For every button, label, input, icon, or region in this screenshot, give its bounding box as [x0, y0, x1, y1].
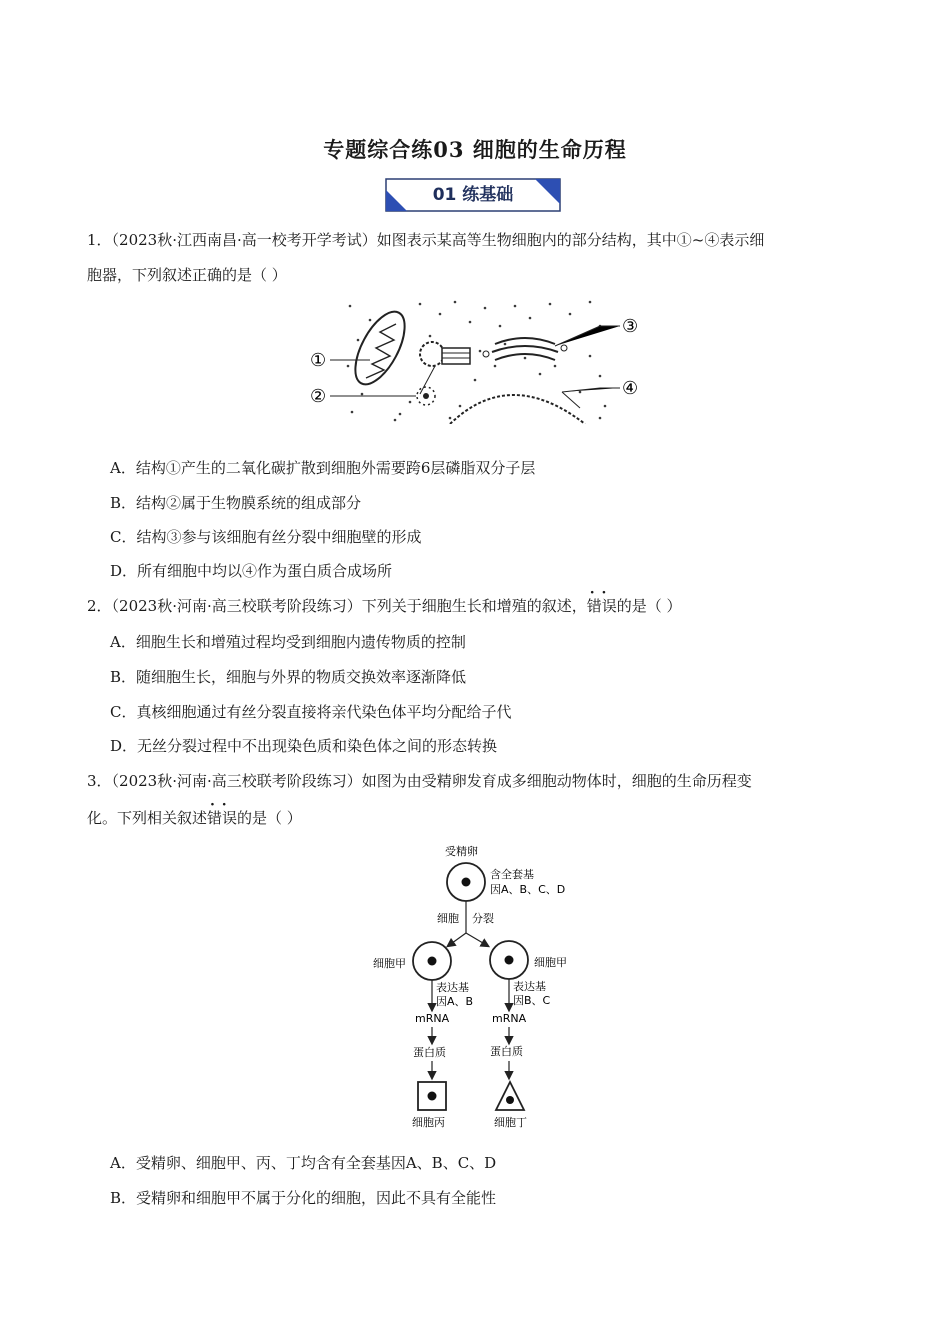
right-protein-label: 蛋白质	[490, 1045, 523, 1058]
label-3: ③	[622, 316, 639, 337]
right-mrna-label: mRNA	[492, 1012, 527, 1025]
label-1: ①	[310, 350, 327, 371]
question-3-stem-line1: 3．（2023秋·河南·高三校联考阶段练习）如图为由受精卵发育成多细胞动物体时，细胞的生命历程变	[87, 772, 752, 790]
right-cell-label: 细胞甲	[534, 956, 567, 969]
question-2-option-a: A．细胞生长和增殖过程均受到细胞内遗传物质的控制	[110, 633, 466, 651]
left-expression-line1: 表达基	[436, 981, 469, 994]
label-4: ④	[622, 378, 639, 399]
division-label-1: 细胞	[437, 912, 459, 925]
zygote-note-line1: 含全套基	[490, 868, 534, 881]
question-1-stem-line2: 胞器，下列叙述正确的是（ ）	[87, 266, 287, 284]
question-1-option-b: B．结构②属于生物膜系统的组成部分	[110, 494, 362, 512]
question-1-option-d: D．所有细胞中均以④作为蛋白质合成场所	[110, 562, 393, 580]
left-expression-line2: 因A、B	[436, 995, 474, 1008]
question-3-stem-line2	[87, 808, 302, 828]
left-mrna-label: mRNA	[415, 1012, 450, 1025]
organelle-figure	[300, 296, 650, 424]
left-protein-label: 蛋白质	[413, 1046, 446, 1059]
section-badge	[385, 178, 561, 212]
right-expression-line1: 表达基	[513, 980, 546, 993]
question-1-stem-line1: 1．（2023秋·江西南昌·高一校考开学考试）如图表示某高等生物细胞内的部分结构，其中①~④表示细	[87, 231, 765, 249]
section-badge-label: 01 练基础	[432, 185, 514, 205]
question-1-option-a: A．结构①产生的二氧化碳扩散到细胞外需要跨6层磷脂双分子层	[110, 459, 536, 477]
left-cell-label: 细胞甲	[373, 957, 406, 970]
zygote-nucleus	[462, 878, 471, 887]
question-1-option-c: C．结构③参与该细胞有丝分裂中细胞壁的形成	[110, 528, 422, 546]
question-2-option-c: C．真核细胞通过有丝分裂直接将亲代染色体平均分配给子代	[110, 703, 512, 721]
question-3-option-a: A．受精卵、细胞甲、丙、丁均含有全套基因A、B、C、D	[110, 1154, 497, 1172]
question-2-stem-post: 的是（ ）	[616, 597, 682, 615]
question-3-stem-pre: 化。下列相关叙述	[87, 809, 208, 827]
right-expression-line2: 因B、C	[513, 994, 551, 1007]
question-2-emphasis: · · 错误	[587, 596, 617, 616]
zygote-note-line2: 因A、B、C、D	[490, 883, 566, 896]
cell-differentiation-diagram	[360, 838, 600, 1133]
question-3-stem-post: 的是（ ）	[237, 809, 302, 827]
question-2-option-d: D．无丝分裂过程中不出现染色质和染色体之间的形态转换	[110, 737, 498, 755]
zygote-label: 受精卵	[445, 845, 478, 858]
question-2-stem	[87, 596, 682, 616]
page-title: 专题综合练03 细胞的生命历程	[323, 137, 627, 162]
question-3-option-b: B．受精卵和细胞甲不属于分化的细胞，因此不具有全能性	[110, 1189, 497, 1207]
division-label-2: 分裂	[472, 912, 494, 925]
question-2-option-b: B．随细胞生长，细胞与外界的物质交换效率逐渐降低	[110, 668, 467, 686]
final-left-label: 细胞丙	[412, 1116, 445, 1129]
question-3-emphasis: · · 错误	[207, 808, 237, 828]
final-right-label: 细胞丁	[494, 1116, 527, 1129]
question-2-stem-pre: 2．（2023秋·河南·高三校联考阶段练习）下列关于细胞生长和增殖的叙述，	[87, 597, 587, 615]
label-2: ②	[310, 386, 327, 407]
